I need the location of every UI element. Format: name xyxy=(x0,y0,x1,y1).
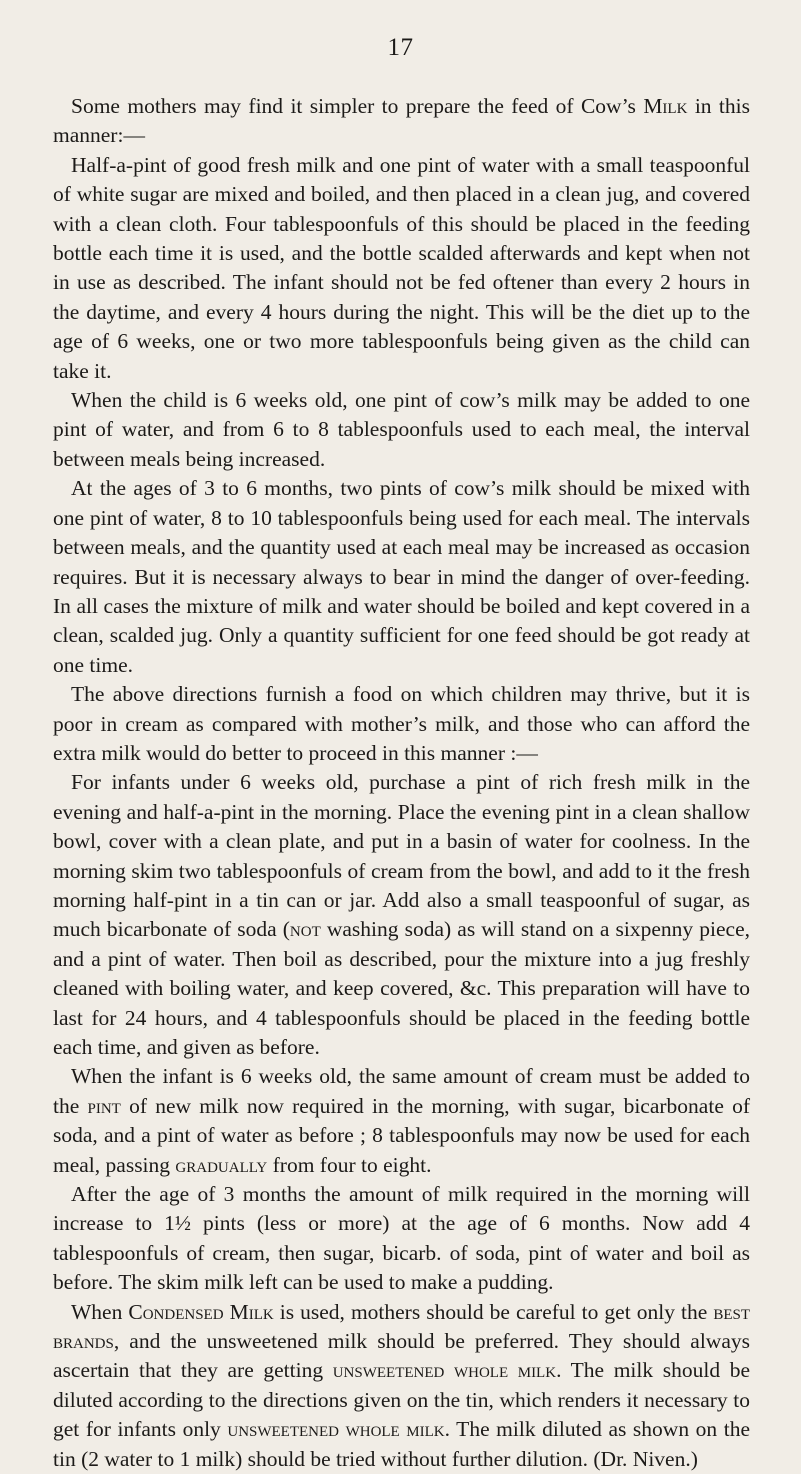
page-number: 17 xyxy=(387,34,414,61)
paragraph xyxy=(53,768,750,1062)
text-run: At the ages of 3 to 6 months, two pints of cow’s milk should be mixed with one pint of water, 8 to 10 tablespoonfuls being used for each meal. The intervals between meals, and the quantity used at each meal may be increased as occasion requires. But it is necessary always to bear in mind the danger of over-feeding. In all cases the mixture of milk and water should be boiled and kept covered in a clean, scalded jug. Only a quantity sufficient for one feed should be got ready at one time. xyxy=(53,476,750,677)
text-run: . The milk should be diluted according to the directions given on the tin, which renders it necessary to get for infants only xyxy=(53,1358,750,1442)
text-run: When the child is 6 weeks old, one pint of cow’s milk may be added to one pint of water, and from 6 to 8 tablespoonfuls used to each meal, the interval between meals being increased. xyxy=(53,388,750,471)
text-run: , and the unsweetened milk should be preferred. They should always ascertain that they are getting xyxy=(53,1329,750,1383)
text-run: When the infant is 6 weeks old, the same amount of cream must be added to the xyxy=(53,1064,750,1118)
text-run: Some mothers may find it simpler to prepare the feed of Cow’s xyxy=(71,94,644,118)
text-run: Half-a-pint of good fresh milk and one pint of water with a small teaspoonful of white sugar are mixed and boiled, and then placed in a clean jug, and covered with a clean cloth. Four tablespoonfuls of this should be placed in the feeding bottle each time it is used, and the bottle scalded afterwards and kept when not in use as described. The infant should not be fed oftener than every 2 hours in the daytime, and every 4 hours during the night. This will be the diet up to the age of 6 weeks, one or two more tablespoonfuls being given as the child can take it. xyxy=(53,152,750,383)
small-caps-run: gradually xyxy=(175,1152,268,1177)
text-run: in this manner:— xyxy=(53,94,750,148)
text-run: The above directions furnish a food on which children may thrive, but it is poor in cream as compared with mother’s milk, and those who can afford the extra milk would do better to proceed in this manner :— xyxy=(53,682,750,765)
paragraph xyxy=(53,1298,750,1474)
small-caps-run: unsweetened whole milk xyxy=(227,1417,445,1442)
text-run: washing soda) as will stand on a sixpenny piece, and a pint of water. Then boil as described, pour the mixture into a jug freshly cleaned with boiling water, and keep covered, &c. This preparation will have to last for 24 hours, and 4 tablespoonfuls should be placed in the feeding bottle each time, and given as before. xyxy=(53,917,750,1059)
text-run: When xyxy=(71,1299,129,1324)
text-run: After the age of 3 months the amount of milk required in the morning will increase to 1½ pints (less or more) at the age of 6 months. Now add 4 tablespoonfuls of cream, then sugar, bicarb. of soda, pint of water and boil as before. The skim milk left can be used to make a pudding. xyxy=(53,1182,750,1295)
small-caps-run: Milk xyxy=(643,94,688,118)
body-text xyxy=(53,92,750,1474)
paragraph xyxy=(53,386,750,474)
small-caps-run: pint xyxy=(87,1093,121,1118)
small-caps-run: best brands xyxy=(53,1299,750,1354)
text-run: For infants under 6 weeks old, purchase a pint of rich fresh milk in the evening and half-a-pint in the morning. Place the evening pint in a clean shallow bowl, cover with a clean plate, and put in a basin of water for coolness. In the morning skim two tablespoonfuls of cream from the bowl, and add to it the fresh morning half-pint in a tin can or jar. Add also a small teaspoonful of sugar, as much bicarbonate of soda ( xyxy=(53,770,750,942)
paragraph xyxy=(53,92,750,151)
text-run: of new milk now required in the morning, with sugar, bicarbonate of soda, and a pint of water as before ; 8 tablespoonfuls may now be used for each meal, passing xyxy=(53,1093,750,1177)
paragraph xyxy=(53,1062,750,1180)
small-caps-run: not xyxy=(289,917,321,942)
text-run: . The milk diluted as shown on the tin (2 water to 1 milk) should be tried without further dilution. (Dr. Niven.) xyxy=(53,1417,750,1471)
text-run: from four to eight. xyxy=(267,1152,432,1177)
paragraph xyxy=(53,680,750,768)
small-caps-run: Condensed Milk xyxy=(128,1299,274,1324)
paragraph xyxy=(53,1180,750,1298)
small-caps-run: unsweetened whole milk xyxy=(332,1358,557,1383)
paragraph xyxy=(53,151,750,386)
paragraph xyxy=(53,474,750,680)
text-run: is used, mothers should be careful to get only the xyxy=(273,1299,714,1324)
